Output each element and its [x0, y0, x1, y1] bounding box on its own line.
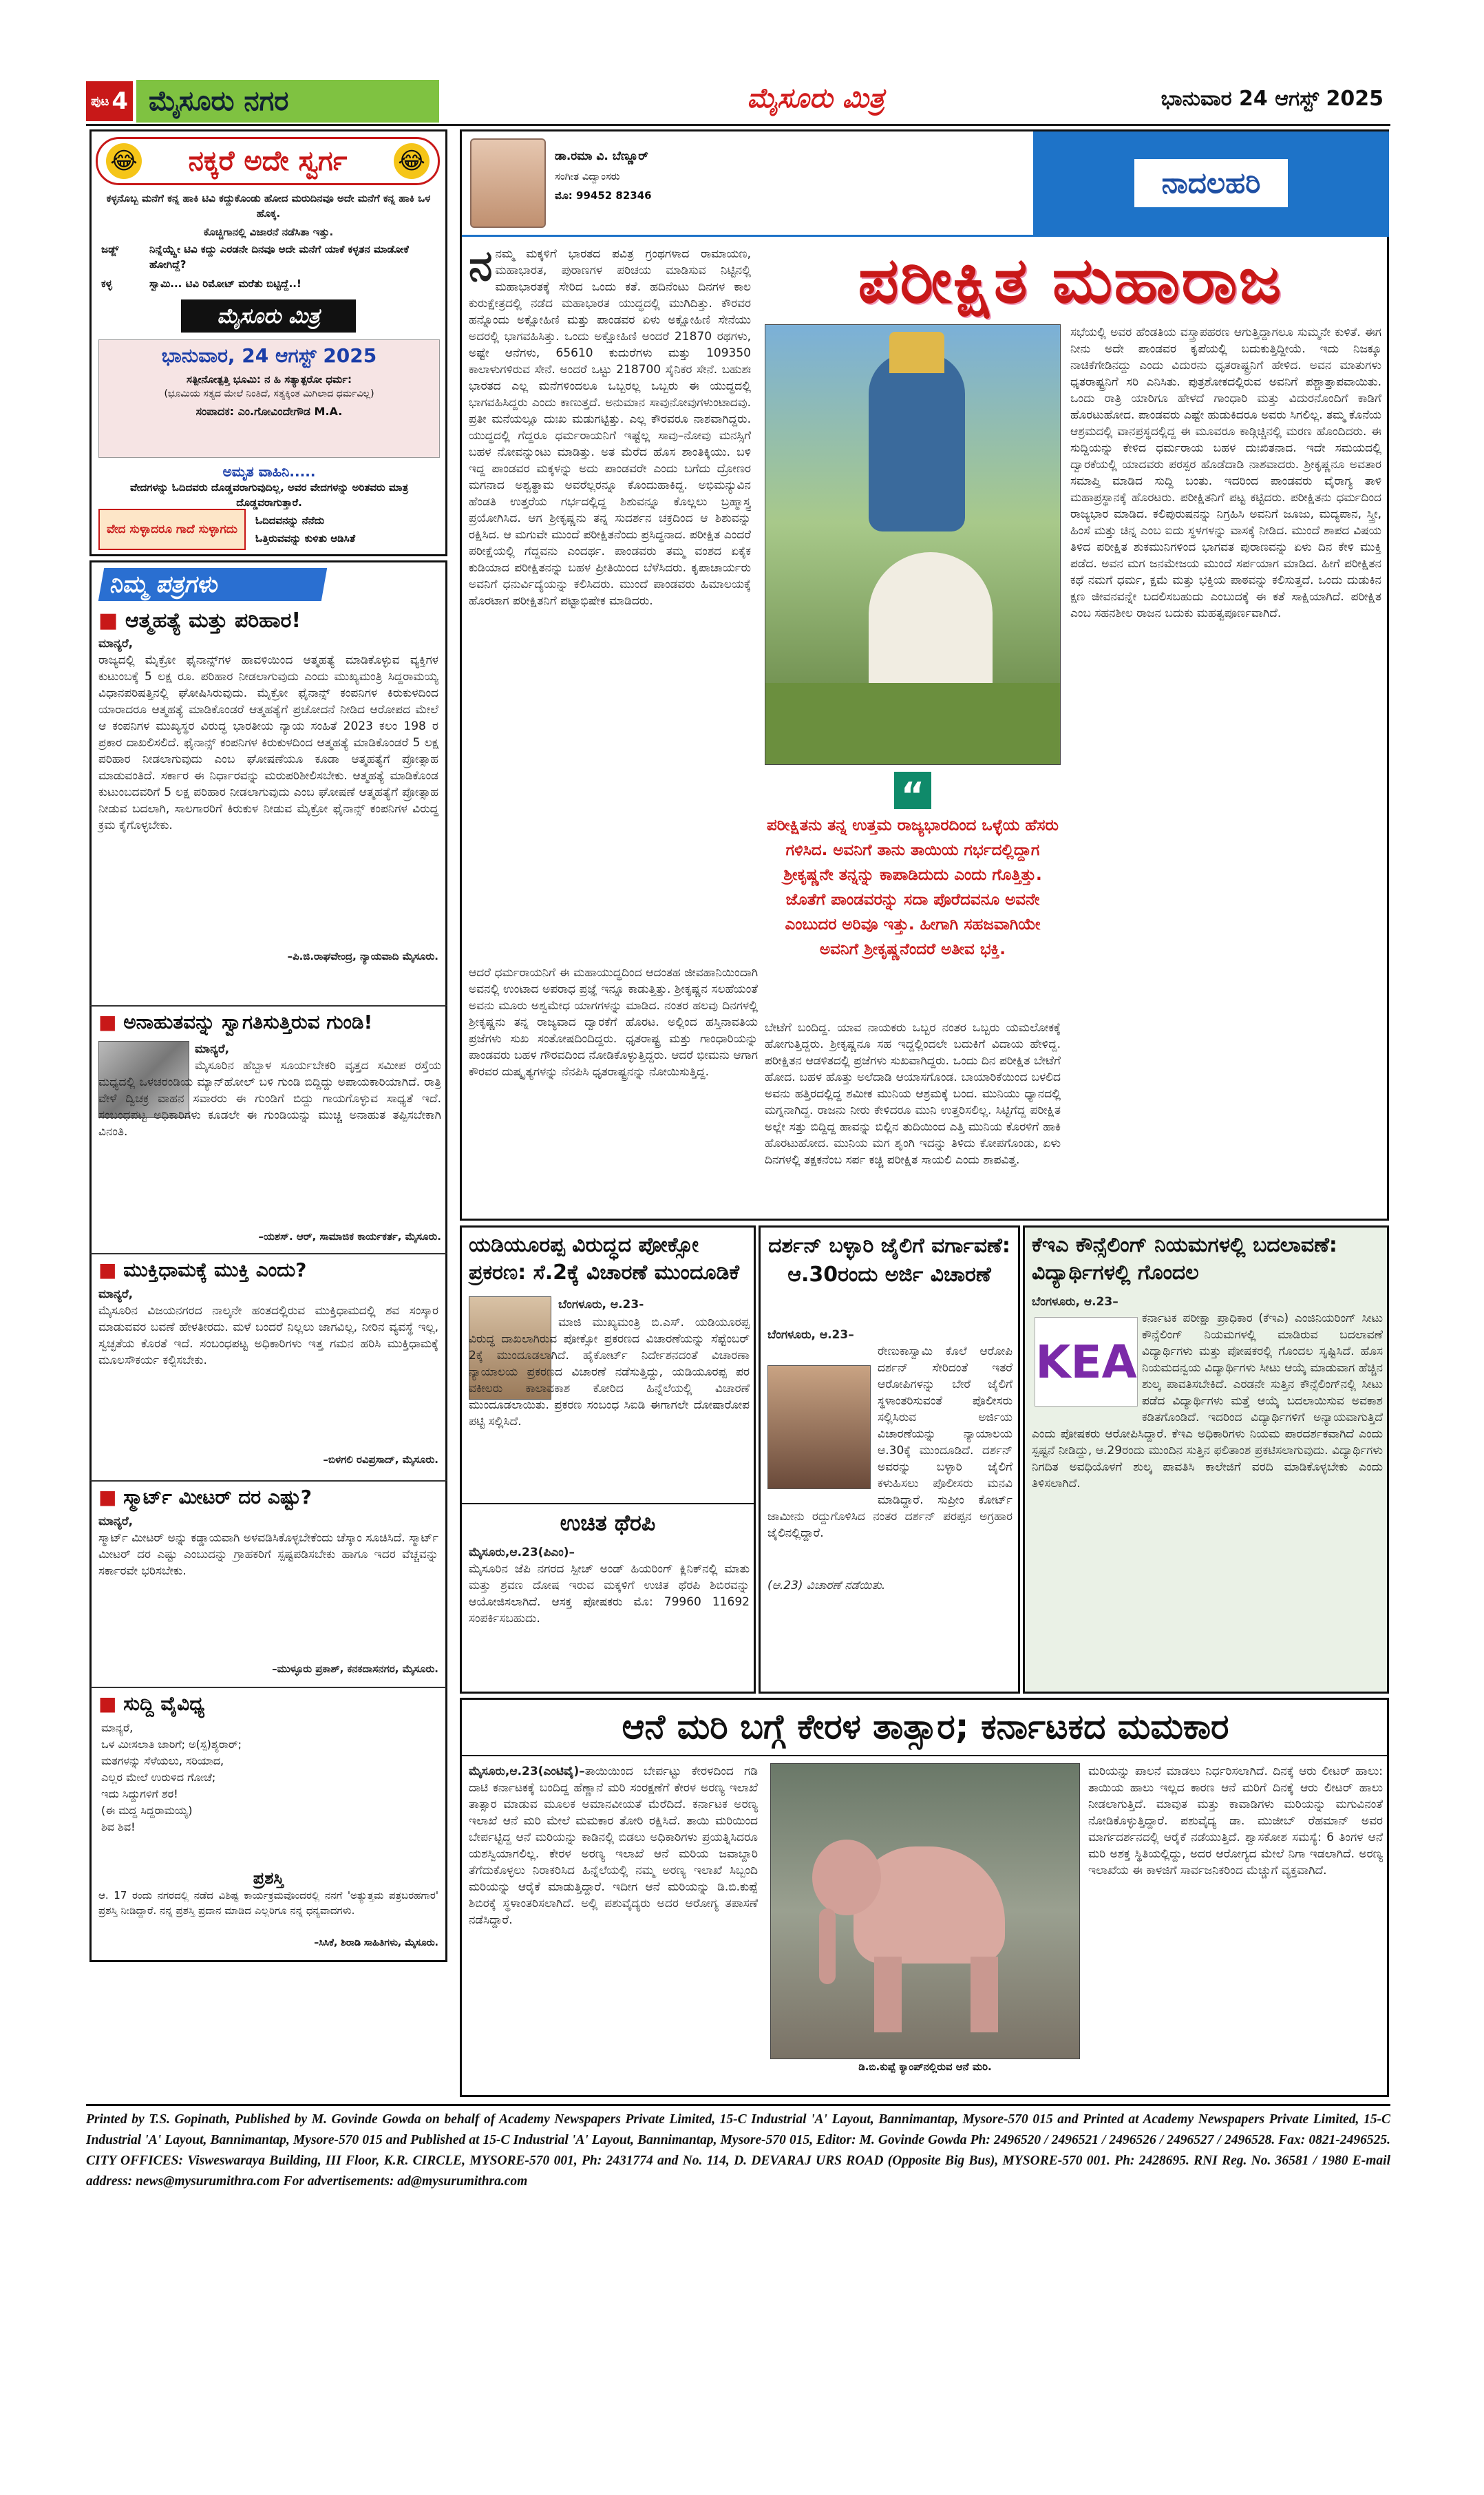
suddi-box [89, 1687, 447, 1866]
veda-line-2: ಓತ್ತಿರುವವನ್ನು ಕುಳಿತು ಆಡಿಸಿತೆ [255, 532, 356, 545]
letter-item [89, 1005, 447, 1253]
news-body: ಮೈಸೂರಿನ ಜೆಪಿ ನಗರದ ಸ್ಪೀಚ್ ಅಂಡ್ ಹಿಯರಿಂಗ್ ಕ್ಲಿನಿಕ್‌ನಲ್ಲಿ ಮಾತು ಮತ್ತು ಶ್ರವಣ ದೋಷ ಇರುವ ಮಕ್ಕಳಿಗೆ ಉಚಿತ ಥೆರಪಿ ಶಿಬಿರವನ್ನು ಆಯೋಜಿಸಲಾಗಿದೆ. ಆಸಕ್ತ ಪೋಷಕರು ಮೊ: 79960 11692 ಸಂಪರ್ಕಿಸಬಹುದು. [469, 1562, 750, 1625]
prashasti-title: ಪ್ರಶಸ್ತಿ [253, 1868, 284, 1888]
quote-mark-icon: “ [894, 772, 931, 809]
laughing-face-icon: 😂 [106, 143, 142, 179]
author-photo [470, 138, 546, 228]
news-dateline: ಮೈಸೂರು,ಆ.23(ಪಿಎಂ)– [469, 1546, 575, 1559]
editor-line: ಸಂಪಾದಕ: ಎಂ.ಗೋವಿಂದೇಗೌಡ M.A. [195, 405, 343, 418]
feature-title: ಪರೀಕ್ಷಿತ ಮಹಾರಾಜ [858, 244, 1283, 317]
crown-icon [889, 332, 944, 373]
news-title: ಕೆಇಎ ಕೌನ್ಸೆಲಿಂಗ್ ನಿಯಮಗಳಲ್ಲಿ ಬದಲಾವಣೆ: ವಿದ್ಯಾರ್ಥಿಗಳಲ್ಲಿ ಗೊಂದಲ [1032, 1233, 1337, 1285]
laughing-face-icon: 😂 [394, 143, 430, 179]
mythology-illustration [765, 324, 1061, 765]
letter-salutation: ಮಾನ್ಯರೆ, [98, 1287, 134, 1301]
letter-signature: –ಮುಳ್ಳೂರು ಪ್ರಕಾಶ್, ಕನಕದಾಸನಗರ, ಮೈಸೂರು. [272, 1663, 438, 1675]
section-title: ಮೈಸೂರು ನಗರ [136, 80, 439, 123]
feature-column-3: ಸಭೆಯಲ್ಲಿ ಅವರ ಹೆಂಡತಿಯ ವಸ್ತ್ರಾಪಹರಣ ಆಗುತ್ತಿದ್ದಾಗಲೂ ಸುಮ್ಮನೇ ಕುಳಿತೆ. ಈಗ ನೀನು ಅದೇ ಪಾಂಡವರ ಕೃಪೆಯಲ್ಲಿ ಬದುಕುತ್ತಿದ್ದೀಯೆ. ಇದು ನಿಜಕ್ಕೂ ನಾಚಿಕೆಗೇಡಿನದ್ದು ಎಂದು ವಿದುರನು ಧೃತರಾಷ್ಟ್ರನಿಗೆ ಹೇಳಿದ. ಅವನ ಮಾತುಗಳು ಧೃತರಾಷ್ಟ್ರನಿಗೆ ಸರಿ ಎನಿಸಿತು. ಪುತ್ರಶೋಕದಲ್ಲಿರುವ ಅವನಿಗೆ ಪಶ್ಚಾತ್ತಾಪವಾಯಿತು. ಒಂದು ರಾತ್ರಿ ಯಾರಿಗೂ ಹೇಳದೆ ಗಾಂಧಾರಿ ಮತ್ತು ವಿದುರನೊಂದಿಗೆ ಕಾಡಿಗೆ ಹೊರಟುಹೋದ. ಪಾಂಡವರು ಎಷ್ಟೇ ಹುಡುಕಿದರೂ ಅವರು ಸಿಗಲಿಲ್ಲ. ತಮ್ಮ ಕೊನೆಯ ಆಶ್ರಮದಲ್ಲಿ ವಾನಪ್ರಸ್ಥದಲ್ಲಿದ್ದ ಈ ಮೂವರೂ ಕಾಡ್ಗಿಚ್ಚಿನಲ್ಲಿ ಮರಣ ಹೊಂದಿದರು. ಈ ಸುದ್ದಿಯನ್ನು ಕೇಳಿದ ಧರ್ಮರಾಯ ಬಹಳ ದುಃಖಿತನಾದ. ಇದೇ ಸಮಯದಲ್ಲಿ ದ್ವಾರಕೆಯಲ್ಲಿ ಯಾದವರು ಪರಸ್ಪರ ಹೊಡೆದಾಡಿ ನಾಶವಾದರು. ಶ್ರೀಕೃಷ್ಣನೂ ಅವತಾರ ಸಮಾಪ್ತಿ ಮಾಡಿದ ಸುದ್ದಿ ಬಂತು. ಇದರಿಂದ ಪಾಂಡವರು ವೈರಾಗ್ಯ ತಾಳಿ ಮಹಾಪ್ರಸ್ಥಾನಕ್ಕೆ ಹೊರಟರು. ಪರೀಕ್ಷಿತನಿಗೆ ಪಟ್ಟ ಕಟ್ಟಿದರು. ಪರೀಕ್ಷಿತನು ಧರ್ಮದಿಂದ ರಾಜ್ಯಭಾರ ಮಾಡಿದ. ಕಲಿಪುರುಷನನ್ನು ನಿಗ್ರಹಿಸಿ ಅವನಿಗೆ ಜೂಜು, ಮದ್ಯಪಾನ, ಸ್ತ್ರೀ, ಹಿಂಸೆ ಮತ್ತು ಚಿನ್ನ ಎಂಬ ಐದು ಸ್ಥಳಗಳನ್ನು ವಾಸಕ್ಕೆ ನೀಡಿದ. ಮುಂದೆ ಶಾಪದ ವಿಷಯ ತಿಳಿದ ಪರೀಕ್ಷಿತ ಶುಕಮುನಿಗಳಿಂದ ಭಾಗವತ ಪುರಾಣವನ್ನು ಏಳು ದಿನ ಕೇಳಿ ಮುಕ್ತಿ ಪಡೆದ. ಅವನ ಮಗ ಜನಮೇಜಯ ಮುಂದೆ ಸರ್ಪಯಾಗ ಮಾಡಿದ. ಹೀಗೆ ಪರೀಕ್ಷಿತನ ಕಥೆ ನಮಗೆ ಧರ್ಮ, ಕ್ಷಮೆ ಮತ್ತು ಭಕ್ತಿಯ ಪಾಠವನ್ನು ಕಲಿಸುತ್ತದೆ. ಒಂದು ದುಡುಕಿನ ಕ್ಷಣ ಜೀವನವನ್ನೇ ಬದಲಿಸಬಹುದು ಎಂಬುದಕ್ಕೆ ಈ ಕತೆ ಸಾಕ್ಷಿಯಾಗಿದೆ. ಪರೀಕ್ಷಿತ ಎಂಬ ಸಹನಶೀಲ ರಾಜನ ಬದುಕು ಮಹತ್ವಪೂರ್ಣವಾಗಿದೆ. [1070, 326, 1381, 620]
news-title: ಉಚಿತ ಥೆರಪಿ [560, 1510, 656, 1536]
letter-title: ■ ಆತ್ಮಹತ್ಯೆ ಮತ್ತು ಪರಿಹಾರ! [98, 609, 301, 633]
joke-intro: ಕಳ್ಳನೊಬ್ಬ ಮನೆಗೆ ಕನ್ನ ಹಾಕಿ ಟಿವಿ ಕದ್ದುಕೊಂಡು ಹೋದ ಮರುದಿನವೂ ಅದೇ ಮನೆಗೆ ಕನ್ನ ಹಾಕಿ ಒಳ ಹೊಕ್ಕ. [106, 192, 431, 220]
elephant-leg [874, 1957, 902, 2032]
imprint-footer: Printed by T.S. Gopinath, Published by M. Govinde Gowda on behalf of Academy Newspapers Private Limited, 15-C Industrial 'A' Layout, Bannimantap, Mysore-570 015 and Printed at Academy Newspapers Private Limited, 15-C Industrial 'A' Layout, Bannimantap, Mysore-570 015 and Published at 15-C Industrial 'A' Layout, Bannimantap, Mysore-570 015, Editor: M. Govinde Gowda Ph: 2496520 / 2496521 / 2496526 / 2496527 / 2496528. Fax: 0821-2496525. CITY OFFICES: Visweswaraya Building, III Floor, K.R. CIRCLE, MYSORE-570 001, Ph: 2431774 and No. 114, D. DEVARAJ URS ROAD (Opposite Big Bus), MYSORE-570 001. Ph: 2428695. RNI Reg. No. 36581 / 1980 E-mail address: news@mysurumithra.com For advertisements: ad@mysurumithra.com [86, 2112, 1390, 2189]
footer-rule [86, 2104, 1390, 2106]
column-name-banner [1033, 131, 1389, 235]
letter-title: ■ ಮುಕ್ತಿಧಾಮಕ್ಕೆ ಮುಕ್ತಿ ಎಂದು? [98, 1259, 307, 1281]
prashasti-body: ಆ. 17 ರಂದು ನಗರದಲ್ಲಿ ನಡೆದ ವಿಶಿಷ್ಟ ಕಾರ್ಯಕ್ರಮವೊಂದರಲ್ಲಿ ನನಗೆ 'ಅತ್ಯುತ್ತಮ ಪತ್ರಬರಹಗಾರ' ಪ್ರಶಸ್ತಿ ನೀಡಿದ್ದಾರೆ. ನನ್ನ ಪ್ರಶಸ್ತಿ ಪ್ರದಾನ ಮಾಡಿದ ಎಲ್ಲರಿಗೂ ನನ್ನ ಧನ್ಯವಾದಗಳು. [98, 1889, 438, 1917]
motto-translation: (ಭೂಮಿಯ ಸತ್ಯದ ಮೇಲೆ ನಿಂತಿದೆ, ಸತ್ಯಕ್ಕಿಂತ ಮಿಗಿಲಾದ ಧರ್ಮವಿಲ್ಲ) [164, 388, 374, 399]
news-dateline: ಬೆಂಗಳೂರು, ಆ.23– [1032, 1295, 1119, 1309]
veda-line-1: ಓದಿದವನನ್ನು ನೆನೆದು [255, 514, 325, 527]
feature-article [460, 129, 1389, 1221]
suddi-lines: ಮಾನ್ಯರೆ, ಒಳ ಮೀಸಲಾತಿ ಜಾರಿಗೆ; ಅ(ಸ್ಪ)ಶ್ಯರಾರ್; ಮತಗಳನ್ನು ಸೆಳೆಯಲು, ಸರಿಯಾದ, ಎಲ್ಲರ ಮೇಲೆ ಉರುಳಿದ ಗೋಚೆ; ಇದು ಸಿದ್ದುಗಳಿಗೆ ಶರ! (ಈ ಮದ್ದ ಸಿದ್ದರಾಮಯ್ಯ) ಶಿವ ಶಿವ! [101, 1721, 242, 1833]
letter-item [89, 1253, 447, 1480]
joke-title-banner [96, 137, 440, 185]
feature-column-1b: ಆದರೆ ಧರ್ಮರಾಯನಿಗೆ ಈ ಮಹಾಯುದ್ಧದಿಂದ ಆದಂತಹ ಜೀವಹಾನಿಯಿಂದಾಗಿ ಅವನಲ್ಲಿ ಉಂಟಾದ ಅಪರಾಧ ಪ್ರಜ್ಞೆ ಇನ್ನೂ ಕಾಡುತ್ತಿತ್ತು. ಶ್ರೀಕೃಷ್ಣನ ಸಲಹೆಯಂತೆ ಅವನು ಮೂರು ಅಶ್ವಮೇಧ ಯಾಗಗಳನ್ನು ಮಾಡಿದ. ನಂತರ ಹಲವು ದಿನಗಳಲ್ಲಿ ಶ್ರೀಕೃಷ್ಣನು ತನ್ನ ರಾಜ್ಯವಾದ ದ್ವಾರಕೆಗೆ ಹೊರಟ. ಅಲ್ಲಿಂದ ಹಸ್ತಿನಾವತಿಯ ಪ್ರಜೆಗಳು ಸುಖ ಸಂತೋಷದಿಂದಿದ್ದರು. ಧೃತರಾಷ್ಟ್ರ ಮತ್ತು ಗಾಂಧಾರಿಯನ್ನು ಪಾಂಡವರು ಬಹಳ ಗೌರವದಿಂದ ನೋಡಿಕೊಳ್ಳುತ್ತಿದ್ದರು. ಆದರೆ ಭೀಮನು ಆಗಾಗ ಕೌರವರ ದುಷ್ಕೃತ್ಯಗಳನ್ನು ನೆನಪಿಸಿ ಧೃತರಾಷ್ಟ್ರನನ್ನು ನೋಯಿಸುತ್ತಿದ್ದ. [469, 966, 758, 1079]
letter-salutation: ಮಾನ್ಯರೆ, [98, 637, 134, 651]
letter-salutation: ಮಾನ್ಯರೆ, [98, 1515, 134, 1528]
letter-salutation: ಮಾನ್ಯರೆ, [195, 1042, 230, 1056]
joke-line: ಕೊಚ್ಚಿಗಾನಲ್ಲಿ ವಿಜಾರನೆ ನಡೆಸಿತಾ ಇತ್ತು. [203, 226, 334, 238]
column-name: ನಾದಲಹರಿ [1134, 159, 1289, 207]
photo-caption: (ಆ.23) ವಿಚಾರಣೆ ನಡೆಯಿತು. [767, 1579, 886, 1592]
amrita-title: ಅಮೃತ ವಾಹಿನಿ..... [222, 463, 316, 480]
letter-body: ಮೈಸೂರಿನ ವಿಜಯನಗರದ ನಾಲ್ಕನೇ ಹಂತದಲ್ಲಿರುವ ಮುಕ್ತಿಧಾಮದಲ್ಲಿ ಶವ ಸಂಸ್ಕಾರ ಮಾಡುವವರ ಬವಣೆ ಹೇಳತೀರದು. ಮಳೆ ಬಂದರೆ ನಿಲ್ಲಲು ಜಾಗವಿಲ್ಲ, ನೀರಿನ ವ್ಯವಸ್ಥೆ ಇಲ್ಲ, ಸ್ವಚ್ಛತೆಯ ಕೊರತೆ ಇದೆ. ಸಂಬಂಧಪಟ್ಟ ಅಧಿಕಾರಿಗಳು ಇತ್ತ ಗಮನ ಹರಿಸಿ ಮುಕ್ತಿಧಾಮಕ್ಕೆ ಮೂಲಸೌಕರ್ಯ ಕಲ್ಪಿಸಬೇಕು. [98, 1304, 438, 1367]
news-body: ರೇಣುಕಾಸ್ವಾಮಿ ಕೊಲೆ ಆರೋಪಿ ದರ್ಶನ್ ಸೇರಿದಂತೆ ಇತರೆ ಆರೋಪಿಗಳನ್ನು ಬೇರೆ ಜೈಲಿಗೆ ಸ್ಥಳಾಂತರಿಸುವಂತೆ ಪೊಲೀಸರು ಸಲ್ಲಿಸಿರುವ ಅರ್ಜಿಯ ವಿಚಾರಣೆಯನ್ನು ನ್ಯಾಯಾಲಯ ಆ.30ಕ್ಕೆ ಮುಂದೂಡಿದೆ. ದರ್ಶನ್ ಅವರನ್ನು ಬಳ್ಳಾರಿ ಜೈಲಿಗೆ ಕಳುಹಿಸಲು ಪೊಲೀಸರು ಮನವಿ ಮಾಡಿದ್ದಾರೆ. ಸುಪ್ರೀಂ ಕೋರ್ಟ್ ಜಾಮೀನು ರದ್ದುಗೊಳಿಸಿದ ನಂತರ ದರ್ಶನ್ ಪರಪ್ಪನ ಅಗ್ರಹಾರ ಜೈಲಿನಲ್ಲಿದ್ದಾರೆ. [767, 1345, 1013, 1540]
quote-text: ಪರೀಕ್ಷಿತನು ತನ್ನ ಉತ್ತಮ ರಾಜ್ಯಭಾರದಿಂದ ಒಳ್ಳೆಯ ಹೆಸರು ಗಳಿಸಿದ. ಅವನಿಗೆ ತಾನು ತಾಯಿಯ ಗರ್ಭದಲ್ಲಿದ್ದಾಗ ಶ್ರೀಕೃಷ್ಣನೇ ತನ್ನನ್ನು ಕಾಪಾಡಿದುದು ಎಂದು ಗೊತ್ತಿತ್ತು. ಜೊತೆಗೆ ಪಾಂಡವರನ್ನು ಸದಾ ಪೊರೆದವನೂ ಅವನೇ ಎಂಬುದರ ಅರಿವೂ ಇತ್ತು. ಹೀಗಾಗಿ ಸಹಜವಾಗಿಯೇ ಅವನಿಗೆ ಶ್ರೀಕೃಷ್ಣನೆಂದರೆ ಅತೀವ ಭಕ್ತಿ. [767, 817, 1059, 958]
news-dateline: ಬೆಂಗಳೂರು, ಆ.23– [767, 1328, 854, 1342]
feature-divider [462, 235, 1389, 237]
letters-column [89, 560, 454, 2495]
veda-box [98, 507, 440, 551]
motto-box [98, 339, 440, 458]
header-date: ಭಾನುವಾರ 24 ಆಗಸ್ಟ್ 2025 [1160, 87, 1384, 111]
author-phone: ಮೊ: 99452 82346 [555, 189, 652, 202]
news-kea [1023, 1225, 1389, 1694]
letter-item [89, 606, 447, 1005]
joke-thief: ಕಳ್ಳ ಸ್ವಾಮಿ... ಟಿವಿ ರಿಮೋಟ್ ಮರೆತು ಬಿಟ್ಟಿದ್ದೆ..! [101, 277, 301, 290]
letter-body: ರಾಜ್ಯದಲ್ಲಿ ಮೈಕ್ರೋ ಫೈನಾನ್ಸ್‌ಗಳ ಹಾವಳಿಯಿಂದ ಆತ್ಮಹತ್ಯೆ ಮಾಡಿಕೊಳ್ಳುವ ವ್ಯಕ್ತಿಗಳ ಕುಟುಂಬಕ್ಕೆ 5 ಲಕ್ಷ ರೂ. ಪರಿಹಾರ ನೀಡಲಾಗುವುದು ಎಂದು ಮುಖ್ಯಮಂತ್ರಿ ಸಿದ್ದರಾಮಯ್ಯ ವಿಧಾನಪರಿಷತ್ತಿನಲ್ಲಿ ಘೋಷಿಸಿರುವುದು. ಮೈಕ್ರೋ ಫೈನಾನ್ಸ್ ಕಂಪನಿಗಳ ಕಿರುಕುಳದಿಂದ ಯಾರಾದರೂ ಆತ್ಮಹತ್ಯೆ ಮಾಡಿಕೊಂಡರೆ ಆತ್ಮಹತ್ಯೆಗೆ ಪ್ರಚೋದನೆ ನೀಡಿದ ಆರೋಪದ ಮೇಲೆ ಆ ಕಂಪನಿಗಳ ಮುಖ್ಯಸ್ಥರ ವಿರುದ್ಧ ಭಾರತೀಯ ನ್ಯಾಯ ಸಂಹಿತೆ 2023 ಕಲಂ 198 ರ ಪ್ರಕಾರ ದಾಖಲಿಸಲಿದೆ. ಫೈನಾನ್ಸ್ ಕಂಪನಿಗಳ ಕಿರುಕುಳದಿಂದ ಆತ್ಮಹತ್ಯೆ ಮಾಡಿಕೊಂಡರೆ 5 ಲಕ್ಷ ಪರಿಹಾರ ನೀಡಲಾಗುವುದು ಎಂಬ ಘೋಷಣೆಯೂ ಕೂಡಾ ಆತ್ಮಹತ್ಯೆಗೆ ಪ್ರೋತ್ಸಾಹ ಮಾಡುವಂತಿದೆ. ಸರ್ಕಾರ ಈ ನಿರ್ಧಾರವನ್ನು ಮರುಪರಿಶೀಲಿಸಬೇಕು. ಆತ್ಮಹತ್ಯೆ ಮಾಡಿಕೊಂಡ ಕುಟುಂಬದವರಿಗೆ 5 ಲಕ್ಷ ಪರಿಹಾರ ನೀಡಲಾಗುವುದು ಎಂಬ ಘೋಷಣೆ ಆತ್ಮಹತ್ಯೆಗೆ ಪ್ರೋತ್ಸಾಹ ನೀಡುವ ಬದಲಾಗಿ, ಸಾಲಗಾರರಿಗೆ ಕಿರುಕುಳ ನೀಡುವ ಮೈಕ್ರೋ ಫೈನಾನ್ಸ್ ಕಂಪನಿಗಳ ವಿರುದ್ಧ ಕ್ರಮ ಕೈಗೊಳ್ಳಬೇಕು. [98, 653, 438, 832]
joke-judge: ಜಡ್ಜ್ ನಿನ್ನೆಯ್ಷ್ಟೇ ಟಿವಿ ಕದ್ದು ಎರಡನೇ ದಿನವೂ ಅದೇ ಮನೆಗೆ ಯಾಕೆ ಕಳ್ಳತನ ಮಾಡೋಕೆ ಹೋಗಿದ್ದೆ? [101, 243, 409, 271]
feature-column-2: ಬೇಟೆಗೆ ಬಂದಿದ್ದ. ಯಾವ ನಾಯಕರು ಒಬ್ಬರ ನಂತರ ಒಬ್ಬರು ಯಮಲೋಕಕ್ಕೆ ಹೋಗುತ್ತಿದ್ದರು. ಶ್ರೀಕೃಷ್ಣನೂ ಸಹ ಇದ್ದಲ್ಲಿಂದಲೇ ಬದುಕಿಗೆ ವಿದಾಯ ಹೇಳಿದ್ದ. ಪರೀಕ್ಷಿತನ ಆಡಳಿತದಲ್ಲಿ ಪ್ರಜೆಗಳು ಸುಖವಾಗಿದ್ದರು. ಒಂದು ದಿನ ಪರೀಕ್ಷಿತ ಬೇಟೆಗೆ ಹೋದ. ಬಹಳ ಹೊತ್ತು ಅಲೆದಾಡಿ ಆಯಾಸಗೊಂಡ. ಬಾಯಾರಿಕೆಯಿಂದ ಬಳಲಿದ ಅವನು ಹತ್ತಿರದಲ್ಲಿದ್ದ ಶಮೀಕ ಮುನಿಯ ಆಶ್ರಮಕ್ಕೆ ಬಂದ. ಮುನಿಯು ಧ್ಯಾನದಲ್ಲಿ ಮಗ್ನನಾಗಿದ್ದ. ರಾಜನು ನೀರು ಕೇಳಿದರೂ ಮುನಿ ಉತ್ತರಿಸಲಿಲ್ಲ. ಸಿಟ್ಟಿಗೆದ್ದ ಪರೀಕ್ಷಿತ ಅಲ್ಲೇ ಸತ್ತು ಬಿದ್ದಿದ್ದ ಹಾವನ್ನು ಬಿಲ್ಲಿನ ತುದಿಯಿಂದ ಎತ್ತಿ ಮುನಿಯ ಕೊರಳಿಗೆ ಹಾಕಿ ಹೊರಟುಹೋದ. ಮುನಿಯ ಮಗ ಶೃಂಗಿ ಇದನ್ನು ತಿಳಿದು ಕೋಪಗೊಂಡು, ಏಳು ದಿನಗಳಲ್ಲಿ ತಕ್ಷಕನೆಂಬ ಸರ್ಪ ಕಚ್ಚಿ ಪರೀಕ್ಷಿತ ಸಾಯಲಿ ಎಂದು ಶಾಪವಿತ್ತ. [765, 1021, 1061, 1167]
ground [765, 683, 1061, 765]
letter-title: ■ ಸ್ಮಾರ್ಟ್ ಮೀಟರ್ ದರ ಎಷ್ಟು? [98, 1486, 312, 1508]
prashasti-box [89, 1866, 447, 1962]
elephant-column-2: ಮರಿಯನ್ನು ಪಾಲನೆ ಮಾಡಲು ನಿರ್ಧರಿಸಲಾಗಿದೆ. ದಿನಕ್ಕೆ ಆರು ಲೀಟರ್ ಹಾಲು: ತಾಯಿಯ ಹಾಲು ಇಲ್ಲದ ಕಾರಣ ಆನೆ ಮರಿಗೆ ದಿನಕ್ಕೆ ಆರು ಲೀಟರ್ ಹಾಲು ನೀಡಲಾಗುತ್ತಿದೆ. ಮಾವುತ ಮತ್ತು ಕಾವಾಡಿಗಳು ಮರಿಯನ್ನು ಮಗುವಿನಂತೆ ನೋಡಿಕೊಳ್ಳುತ್ತಿದ್ದಾರೆ. ಪಶುವೈದ್ಯ ಡಾ. ಮುಜೀಬ್ ರೆಹಮಾನ್ ಅವರ ಮಾರ್ಗದರ್ಶನದಲ್ಲಿ ಆರೈಕೆ ನಡೆಯುತ್ತಿದೆ. ಶ್ವಾಸಕೋಶ ಸಮಸ್ಯೆ: 6 ತಿಂಗಳ ಆನೆ ಮರಿ ಅಶಕ್ತ ಸ್ಥಿತಿಯಲ್ಲಿದ್ದು, ಅದರ ಆರೋಗ್ಯದ ಮೇಲೆ ನಿಗಾ ಇಡಲಾಗಿದೆ. ಅರಣ್ಯ ಇಲಾಖೆಯ ಈ ಕಾಳಜಿಗೆ ಸಾರ್ವಜನಿಕರಿಂದ ಮೆಚ್ಚುಗೆ ವ್ಯಕ್ತವಾಗಿದೆ. [1088, 1765, 1383, 1877]
news-title: ದರ್ಶನ್ ಬಳ್ಳಾರಿ ಜೈಲಿಗೆ ವರ್ಗಾವಣೆ: ಆ.30ರಂದು ಅರ್ಜಿ ವಿಚಾರಣೆ [768, 1234, 1010, 1287]
drop-cap: ನ [469, 246, 493, 291]
news-body-wrap [1032, 1310, 1383, 1682]
sidebar-info-box [89, 129, 447, 556]
masthead-logo: ಮೈಸೂರು ಮಿತ್ರ [747, 83, 884, 114]
box-date: ಭಾನುವಾರ, 24 ಆಗಸ್ಟ್ 2025 [161, 344, 377, 367]
news-divider [462, 1503, 754, 1504]
kea-logo: KEA [1035, 1317, 1138, 1407]
elephant-calf-head [812, 1840, 881, 1915]
amrita-text: ವೇದಗಳನ್ನು ಓದಿದವರು ದೊಡ್ಡವರಾಗುವುದಿಲ್ಲ, ಅವರ ವೇದಗಳನ್ನು ಅರಿತವರು ಮಾತ್ರ ದೊಡ್ಡವರಾಗುತ್ತಾರೆ. [129, 481, 409, 509]
veda-proverb: ವೇದ ಸುಳ್ಳಾದರೂ ಗಾದೆ ಸುಳ್ಳಾಗದು [98, 509, 246, 550]
king-figure [869, 352, 965, 531]
header-rule [86, 124, 1390, 126]
mysuru-mitra-badge: ಮೈಸೂರು ಮಿತ್ರ [181, 299, 356, 333]
amrita-vahini [98, 463, 440, 509]
news-body-wrap [767, 1343, 1013, 1570]
news-body: ಕರ್ನಾಟಕ ಪರೀಕ್ಷಾ ಪ್ರಾಧಿಕಾರ (ಕೆಇಎ) ಎಂಜಿನಿಯರಿಂಗ್ ಸೀಟು ಕೌನ್ಸೆಲಿಂಗ್ ನಿಯಮಗಳಲ್ಲಿ ಮಾಡಿರುವ ಬದಲಾವಣೆ ವಿದ್ಯಾರ್ಥಿಗಳು ಮತ್ತು ಪೋಷಕರಲ್ಲಿ ಗೊಂದಲ ಸೃಷ್ಟಿಸಿದೆ. ಹೊಸ ನಿಯಮದನ್ವಯ ವಿದ್ಯಾರ್ಥಿಗಳು ಸೀಟು ಆಯ್ಕೆ ಮಾಡುವಾಗ ಹೆಚ್ಚಿನ ಶುಲ್ಕ ಪಾವತಿಸಬೇಕಿದೆ. ಎರಡನೇ ಸುತ್ತಿನ ಕೌನ್ಸೆಲಿಂಗ್‌ನಲ್ಲಿ ಸೀಟು ಪಡೆದ ವಿದ್ಯಾರ್ಥಿಗಳು ಮತ್ತೆ ಆಯ್ಕೆ ಬದಲಾಯಿಸುವ ಅವಕಾಶ ಕಡಿತಗೊಂಡಿದೆ. ಇದರಿಂದ ವಿದ್ಯಾರ್ಥಿಗಳಿಗೆ ಅನ್ಯಾಯವಾಗುತ್ತಿದೆ ಎಂದು ಪೋಷಕರು ಆರೋಪಿಸಿದ್ದಾರೆ. ಕೆಇಎ ಅಧಿಕಾರಿಗಳು ನಿಯಮ ಪಾರದರ್ಶಕವಾಗಿದೆ ಎಂದು ಸ್ಪಷ್ಟನೆ ನೀಡಿದ್ದು, ಆ.29ರಂದು ಮುಂದಿನ ಸುತ್ತಿನ ಫಲಿತಾಂಶ ಪ್ರಕಟಿಸಲಾಗುವುದು. ವಿದ್ಯಾರ್ಥಿಗಳು ನಿಗದಿತ ಅವಧಿಯೊಳಗೆ ಶುಲ್ಕ ಪಾವತಿಸಿ ಕಾಲೇಜಿಗೆ ವರದಿ ಮಾಡಿಕೊಳ್ಳಬೇಕು ಎಂದು ತಿಳಿಸಲಾಗಿದೆ. [1032, 1312, 1383, 1491]
elephant-photo [770, 1763, 1080, 2059]
feature-column-1: ನನಮ್ಮ ಮಕ್ಕಳಿಗೆ ಭಾರತದ ಪವಿತ್ರ ಗ್ರಂಥಗಳಾದ ರಾಮಾಯಣ, ಮಹಾಭಾರತ, ಪುರಾಣಗಳ ಪರಿಚಯ ಮಾಡಿಸುವ ನಿಟ್ಟಿನಲ್ಲಿ ಮಹಾಭಾರತಕ್ಕೆ ಸೇರಿದ ಒಂದು ಕತೆ. ಹದಿನೆಂಟು ದಿನಗಳ ಕಾಲ ಕುರುಕ್ಷೇತ್ರದಲ್ಲಿ ನಡೆದ ಮಹಾಭಾರತ ಯುದ್ಧದಲ್ಲಿ ಮುಗಿದಿತ್ತು. ಕೌರವರ ಹನ್ನೊಂದು ಅಕ್ಷೋಹಿಣಿ ಮತ್ತು ಪಾಂಡವರ ಏಳು ಅಕ್ಷೋಹಿಣಿ ಸೇನೆಯು ಅದರಲ್ಲಿ ಭಾಗವಹಿಸಿತ್ತು. ಒಂದು ಅಕ್ಷೋಹಿಣಿ ಅಂದರೆ 21870 ರಥಗಳು, ಅಷ್ಟೇ ಆನೆಗಳು, 65610 ಕುದುರೆಗಳು ಮತ್ತು 109350 ಕಾಲಾಳುಗಳಿರುವ ಸೇನೆ. ಅಂದರೆ ಒಟ್ಟು 218700 ಸೈನಿಕರ ಸೇನೆ. ಬಹುಶಃ ಭಾರತದ ಎಲ್ಲ ಮನೆಗಳಿಂದಲೂ ಒಬ್ಬರಲ್ಲ ಒಬ್ಬರು ಈ ಯುದ್ಧದಲ್ಲಿ ಭಾಗವಹಿಸಿದ್ದರು ಎಂದು ಕಾಣುತ್ತದೆ. ಅನುಮಾನ ಸಾವುನೋವುಗಳುಂಟಾದವು. ಪ್ರತೀ ಮನೆಯಲ್ಲೂ ದುಃಖ ಮಡುಗಟ್ಟಿತ್ತು. ಎಲ್ಲ ಕೌರವರೂ ನಾಶವಾಗಿದ್ದರು. ಯುದ್ಧದಲ್ಲಿ ಗೆದ್ದರೂ ಧರ್ಮರಾಯನಿಗೆ ಇಷ್ಟೆಲ್ಲ ಸಾವು–ನೋವು ಮನಸ್ಸಿಗೆ ಬಹಳ ನೋವನ್ನುಂಟು ಮಾಡಿತ್ತು. ಅತ ಮೆರೆದ ಹೊಸ ಶಾಂತಿಕ್ಕಿಯು. ಬಳಿ ಇದ್ದ ಪಾಂಡವರ ಮಕ್ಕಳನ್ನು ಅದು ಪಾಂಡವರೇ ಎಂದು ಬಗೆದು ದ್ರೋಣರ ಮಗನಾದ ಅಶ್ವತ್ಥಾಮ ಅವರೆಲ್ಲರನ್ನೂ ಕೊಂದುಹಾಕಿದ್ದ. ಅಭಿಮನ್ಯುವಿನ ಹೆಂಡತಿ ಉತ್ತರೆಯ ಗರ್ಭದಲ್ಲಿದ್ದ ಶಿಶುವನ್ನೂ ಕೊಲ್ಲಲು ಬ್ರಹ್ಮಾಸ್ತ್ರ ಪ್ರಯೋಗಿಸಿದ. ಆಗ ಶ್ರೀಕೃಷ್ಣನು ತನ್ನ ಸುದರ್ಶನ ಚಕ್ರದಿಂದ ಆ ಶಿಶುವನ್ನು ರಕ್ಷಿಸಿದ. ಆ ಮಗುವೇ ಮುಂದೆ ಪರೀಕ್ಷಿತನೆಂದು ಪ್ರಸಿದ್ಧನಾದ. ಪರೀಕ್ಷಿತ ಎಂದರೆ ಪರೀಕ್ಷೆಯಲ್ಲಿ ಗೆದ್ದವನು ಎಂದರ್ಥ. ಪಾಂಡವರು ತಮ್ಮ ವಂಶದ ಏಕೈಕ ಕುಡಿಯಾದ ಪರೀಕ್ಷಿತನನ್ನು ಬಹಳ ಪ್ರೀತಿಯಿಂದ ಬೆಳೆಸಿದರು. ಕೃಪಾಚಾರ್ಯರು ಅವನಿಗೆ ಧನುರ್ವಿದ್ಯೆಯನ್ನು ಕಲಿಸಿದರು. ಮುಂದೆ ಪಾಂಡವರು ಹಿಮಾಲಯಕ್ಕೆ ಹೊರಟಾಗ ಪರೀಕ್ಷಿತನಿಗೆ ಪಟ್ಟಾಭಿಷೇಕ ಮಾಡಿದರು. [469, 246, 751, 608]
elephant-leg [971, 1957, 998, 2032]
letters-header-box [89, 560, 447, 606]
author-role: ಸಂಗೀತ ವಿದ್ವಾಂಸರು [555, 170, 620, 182]
news-title: ಯಡಿಯೂರಪ್ಪ ವಿರುದ್ಧದ ಪೋಕ್ಸೋ ಪ್ರಕರಣ: ಸೆ.2ಕ್ಕೆ ವಿಚಾರಣೆ ಮುಂದೂಡಿಕೆ [469, 1233, 740, 1285]
prashasti-signature: –ಸಿಸಿಕೆ, ಶಿರಾಡಿ ಸಾಹಿತಿಗಳು, ಮೈಸೂರು. [314, 1937, 438, 1948]
photo-caption: ಡಿ.ಬಿ.ಕುಪ್ಪೆ ಕ್ಯಾಂಪ್‌ನಲ್ಲಿರುವ ಆನೆ ಮರಿ. [858, 2061, 992, 2073]
joke-title: ನಕ್ಕರೆ ಅದೇ ಸ್ವರ್ಗ [188, 145, 348, 177]
pull-quote [765, 772, 1061, 1013]
news-body: ಮಾಜಿ ಮುಖ್ಯಮಂತ್ರಿ ಬಿ.ಎಸ್. ಯಡಿಯೂರಪ್ಪ ವಿರುದ್ಧ ದಾಖಲಾಗಿರುವ ಪೋಕ್ಸೋ ಪ್ರಕರಣದ ವಿಚಾರಣೆಯನ್ನು ಸೆಪ್ಟೆಂಬರ್ 2ಕ್ಕೆ ಮುಂದೂಡಲಾಗಿದೆ. ಹೈಕೋರ್ಟ್ ನಿರ್ದೇಶನದಂತೆ ವಿಚಾರಣಾ ನ್ಯಾಯಾಲಯ ಪ್ರಕರಣದ ವಿಚಾರಣೆ ನಡೆಸುತ್ತಿದ್ದು, ಯಡಿಯೂರಪ್ಪ ಪರ ವಕೀಲರು ಕಾಲಾವಕಾಶ ಕೋರಿದ ಹಿನ್ನೆಲೆಯಲ್ಲಿ ವಿಚಾರಣೆ ಮುಂದೂಡಲಾಯಿತು. ಪ್ರಕರಣ ಸಂಬಂಧ ಸಿಐಡಿ ಈಗಾಗಲೇ ದೋಷಾರೋಪ ಪಟ್ಟಿ ಸಲ್ಲಿಸಿದೆ. [469, 1316, 750, 1429]
page-number-badge: ಪುಟ 4 [86, 81, 133, 121]
author-name: ಡಾ.ರಮಾ ವಿ. ಬೆಣ್ಣೂರ್ [555, 149, 648, 163]
elephant-title: ಆನೆ ಮರಿ ಬಗ್ಗೆ ಕೇರಳ ತಾತ್ಸಾರ; ಕರ್ನಾಟಕದ ಮಮಕಾರ [622, 1707, 1229, 1747]
news-yediyurappa [460, 1225, 756, 1694]
elephant-divider [462, 1755, 1389, 1756]
letter-body: ಮೈಸೂರಿನ ಹೆಬ್ಬಾಳ ಸೂರ್ಯಬೇಕರಿ ವೃತ್ತದ ಸಮೀಪ ರಸ್ತೆಯ ಮಧ್ಯದಲ್ಲಿ ಒಳಚರಂಡಿಯ ಮ್ಯಾನ್‌ಹೋಲ್ ಬಳಿ ಗುಂಡಿ ಬಿದ್ದಿದ್ದು ಅಪಾಯಕಾರಿಯಾಗಿದೆ. ರಾತ್ರಿ ವೇಳೆ ದ್ವಿಚಕ್ರ ವಾಹನ ಸವಾರರು ಈ ಗುಂಡಿಗೆ ಬಿದ್ದು ಗಾಯಗೊಳ್ಳುವ ಸಾಧ್ಯತೆ ಇದೆ. ಸಂಬಂಧಪಟ್ಟ ಅಧಿಕಾರಿಗಳು ಕೂಡಲೇ ಈ ಗುಂಡಿಯನ್ನು ಮುಚ್ಚಿ ಅನಾಹುತ ತಪ್ಪಿಸಬೇಕಾಗಿ ವಿನಂತಿ. [98, 1059, 441, 1139]
elephant-trunk [819, 1908, 836, 1984]
elephant-story [460, 1698, 1389, 2097]
suddi-title: ■ ಸುದ್ದಿ ವೈವಿಧ್ಯ [98, 1692, 205, 1715]
elephant-column-1: ಮೈಸೂರು,ಆ.23(ಎಂಟಿವೈ)–ತಾಯಿಯಿಂದ ಬೇರ್ಪಟ್ಟು ಕೇರಳದಿಂದ ಗಡಿ ದಾಟಿ ಕರ್ನಾಟಕಕ್ಕೆ ಬಂದಿದ್ದ ಹೆಣ್ಣಾನೆ ಮರಿ ಸಂರಕ್ಷಣೆಗೆ ಕೇರಳ ಅರಣ್ಯ ಇಲಾಖೆ ತಾತ್ಸಾರ ಮಾಡುವ ಮೂಲಕ ಅಮಾನವೀಯತೆ ಮೆರೆದಿದೆ. ಕರ್ನಾಟಕ ಅರಣ್ಯ ಇಲಾಖೆ ಆನೆ ಮರಿ ಮೇಲೆ ಮಮಕಾರ ತೋರಿ ರಕ್ಷಿಸಿದೆ. ತಾಯಿ ಮರಿಯಿಂದ ಬೇರ್ಪಟ್ಟಿದ್ದ ಆನೆ ಮರಿಯನ್ನು ಕಾಡಿನಲ್ಲಿ ಬಿಡಲು ಅಧಿಕಾರಿಗಳು ಪ್ರಯತ್ನಿಸಿದರೂ ಯಶಸ್ವಿಯಾಗಲಿಲ್ಲ. ಕೇರಳ ಅರಣ್ಯ ಇಲಾಖೆ ಆನೆ ಮರಿಯ ಜವಾಬ್ದಾರಿ ತೆಗೆದುಕೊಳ್ಳಲು ನಿರಾಕರಿಸಿದ ಹಿನ್ನೆಲೆಯಲ್ಲಿ ನಮ್ಮ ಅರಣ್ಯ ಇಲಾಖೆ ಸಿಬ್ಬಂದಿ ಮರಿಯನ್ನು ಆರೈಕೆ ಮಾಡುತ್ತಿದ್ದಾರೆ. ಇದೀಗ ಆನೆ ಮರಿಯನ್ನು ಡಿ.ಬಿ.ಕುಪ್ಪೆ ಶಿಬಿರಕ್ಕೆ ಸ್ಥಳಾಂತರಿಸಲಾಗಿದೆ. ಅಲ್ಲಿ ಪಶುವೈದ್ಯರು ಅದರ ಆರೋಗ್ಯ ತಪಾಸಣೆ ನಡೆಸಿದ್ದಾರೆ. [469, 1765, 758, 1927]
letter-title: ■ ಅನಾಹುತವನ್ನು ಸ್ವಾಗತಿಸುತ್ತಿರುವ ಗುಂಡಿ! [98, 1011, 373, 1033]
news-darshan [759, 1225, 1020, 1694]
letter-signature: –ಯಶಸ್. ಆರ್, ಸಾಮಾಜಿಕ ಕಾರ್ಯಕರ್ತ, ಮೈಸೂರು. [258, 1230, 441, 1243]
letter-signature: –ಬಿಳಗಲಿ ರವಿಪ್ರಸಾದ್, ಮೈಸೂರು. [323, 1453, 438, 1466]
news-dateline: ಬೆಂಗಳೂರು, ಆ.23- [558, 1298, 644, 1312]
letter-item [89, 1480, 447, 1687]
letter-signature: –ಪಿ.ಜಿ.ರಾಘವೇಂದ್ರ, ನ್ಯಾಯವಾದಿ ಮೈಸೂರು. [287, 950, 438, 962]
letter-body: ಸ್ಮಾರ್ಟ್ ಮೀಟರ್ ಅನ್ನು ಕಡ್ಡಾಯವಾಗಿ ಅಳವಡಿಸಿಕೊಳ್ಳಬೇಕೆಂದು ಚೆಸ್ಕಾಂ ಸೂಚಿಸಿದೆ. ಸ್ಮಾರ್ಟ್ ಮೀಟರ್ ದರ ಎಷ್ಟು ಎಂಬುದನ್ನು ಗ್ರಾಹಕರಿಗೆ ಸ್ಪಷ್ಟಪಡಿಸಬೇಕು ಹಾಗೂ ಇದರ ವೆಚ್ಚವನ್ನು ಸರ್ಕಾರವೇ ಭರಿಸಬೇಕು. [98, 1531, 438, 1578]
motto-line: ಸತ್ಪೀನೋತ್ಪತ್ತಿ ಭೂಮಿ: ನ ಹಿ ಸತ್ಯಾತ್ಪರೋ ಧರ್ಮ: [187, 373, 352, 386]
letters-header: ನಿಮ್ಮ ಪತ್ರಗಳು [98, 568, 327, 601]
